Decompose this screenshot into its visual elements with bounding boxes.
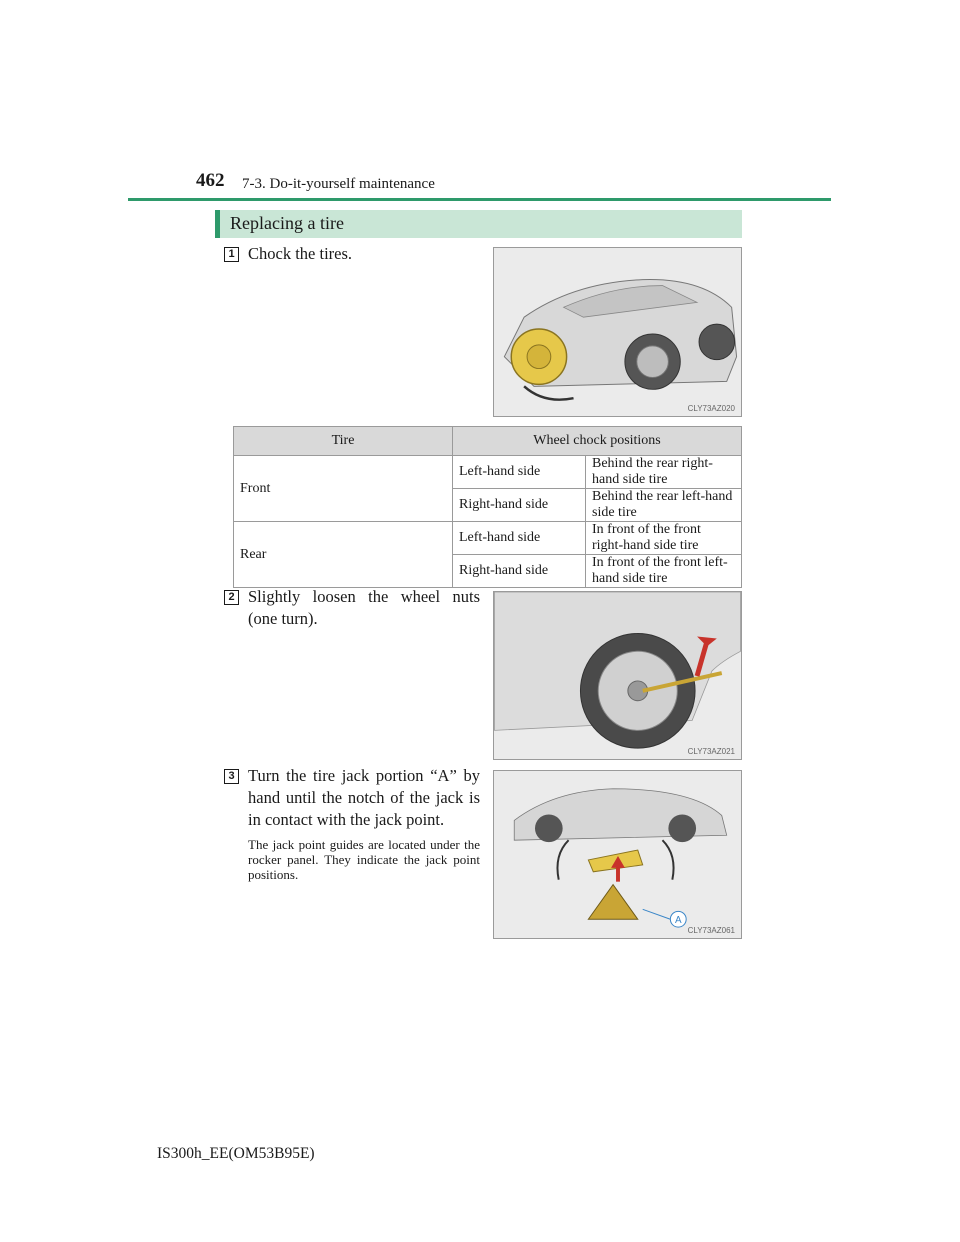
jack-illustration — [494, 771, 741, 938]
page-number: 462 — [196, 170, 225, 191]
side-cell: Right-hand side — [453, 555, 586, 588]
wheel-chock-table — [233, 426, 742, 588]
tire-rear: Rear — [234, 522, 453, 588]
header-rule — [128, 198, 831, 201]
step-3-badge: 3 — [224, 769, 239, 784]
figure-code: CLY73AZ061 — [687, 926, 735, 935]
header-tire: Tire — [234, 427, 453, 456]
figure-code: CLY73AZ021 — [687, 747, 735, 756]
jack-callout-label: A — [674, 915, 682, 927]
table-row — [234, 522, 742, 555]
wheel-wrench-illustration — [494, 592, 741, 759]
step-1-text: Chock the tires. — [248, 244, 353, 263]
table-header-row — [234, 427, 742, 456]
step-3-text: Turn the tire jack portion “A” by hand until the notch of the jack is in contact with the jack point. — [248, 766, 480, 829]
table-row — [234, 456, 742, 489]
section-heading-text: Replacing a tire — [230, 213, 344, 233]
position-cell: Behind the rear right-hand side tire — [586, 456, 742, 489]
position-cell: Behind the rear left-hand side tire — [586, 489, 742, 522]
section-heading — [215, 210, 742, 238]
step-2-text: Slightly loosen the wheel nuts (one turn). — [248, 587, 480, 628]
step-3-note: The jack point guides are located under the rocker panel. They indicate the jack point positions. — [248, 837, 480, 882]
section-title: 7-3. Do-it-yourself maintenance — [242, 176, 435, 192]
step-2-badge: 2 — [224, 590, 239, 605]
figure-code: CLY73AZ020 — [687, 404, 735, 413]
side-cell: Left-hand side — [453, 456, 586, 489]
position-cell: In front of the front right-hand side tire — [586, 522, 742, 555]
step-1-badge: 1 — [224, 247, 239, 262]
footer-model-code: IS300h_EE(OM53B95E) — [157, 1145, 315, 1162]
figure-jack — [493, 770, 742, 939]
side-cell: Left-hand side — [453, 522, 586, 555]
figure-wheel-chock — [493, 247, 742, 417]
figure-loosen-nuts — [493, 591, 742, 760]
side-cell: Right-hand side — [453, 489, 586, 522]
header-chock-positions: Wheel chock positions — [453, 427, 742, 456]
tire-front: Front — [234, 456, 453, 522]
position-cell: In front of the front left-hand side tire — [586, 555, 742, 588]
car-wheel-chock-illustration — [494, 248, 741, 416]
